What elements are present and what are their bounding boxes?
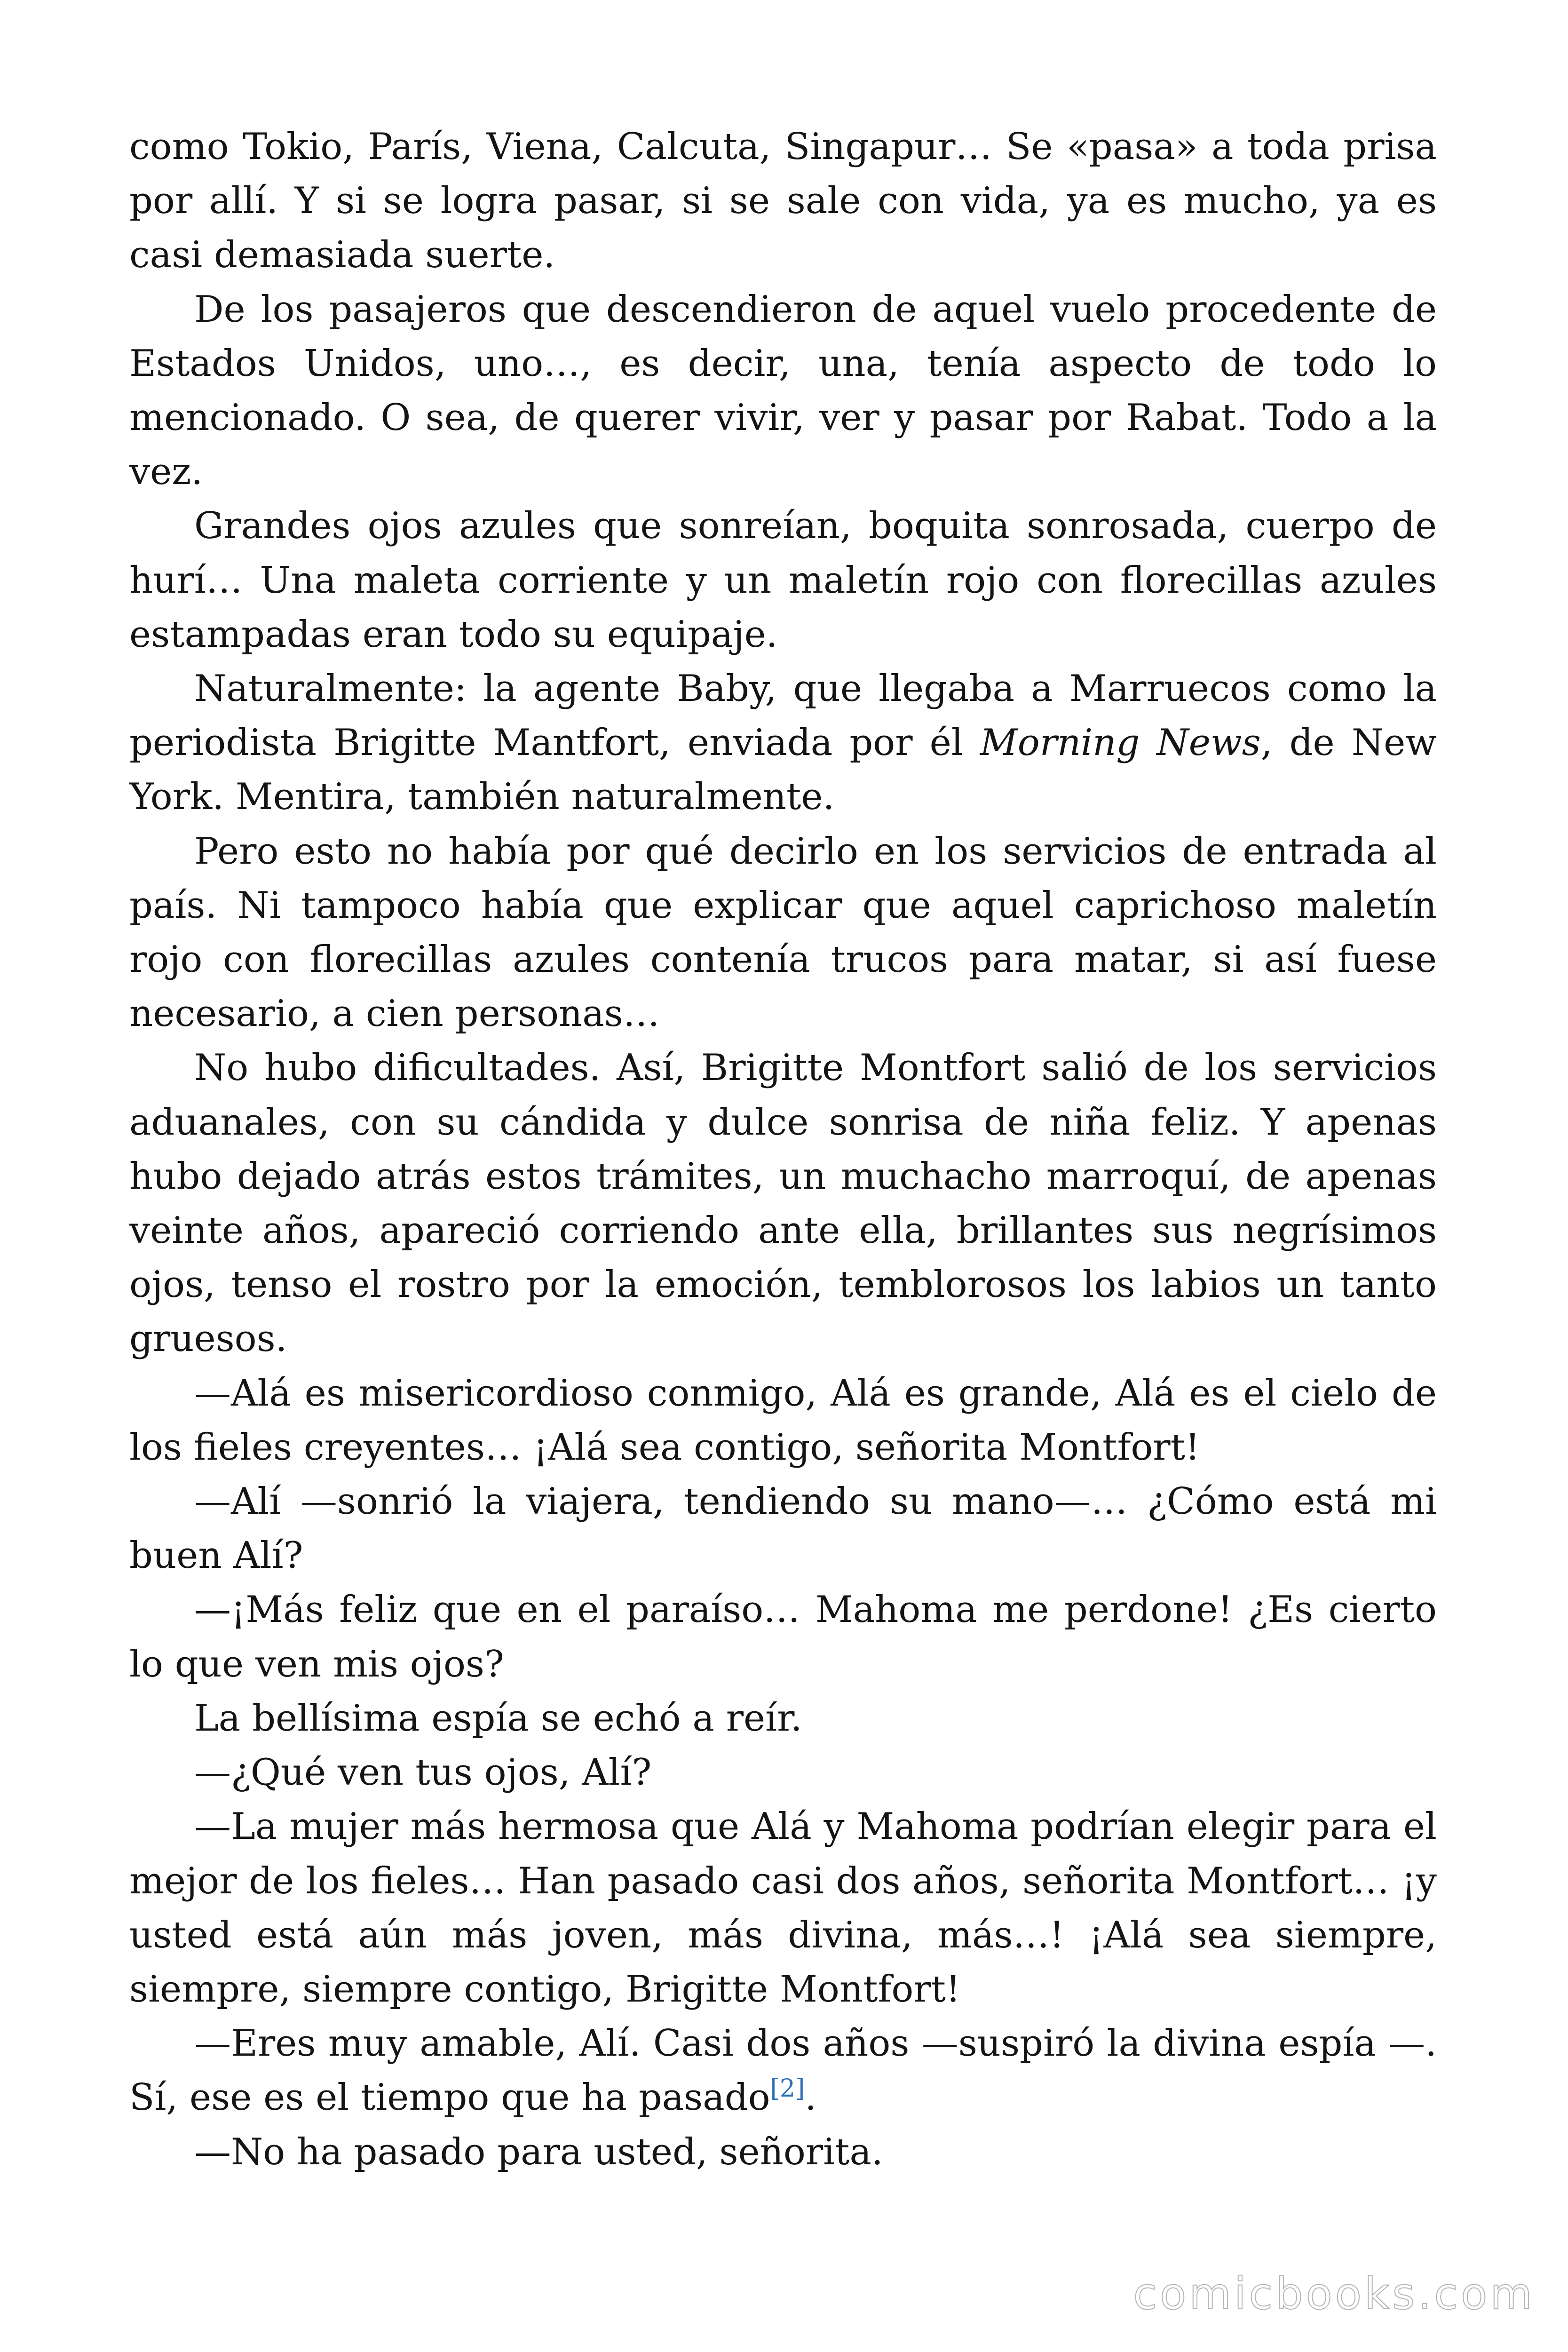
newspaper-title: Morning News [980, 722, 1261, 764]
paragraph-4-start: Naturalmente: la agente Baby, que llegaba a Marruecos como la periodista Brigitte Mantfort, enviada por él [129, 667, 1437, 764]
paragraph-5: Pero esto no había por qué decirlo en los servicios de entrada al país. Ni tampoco había que explicar que aquel caprichoso maletín rojo con florecillas azules contenía trucos para matar, si así fuese necesario, a cien personas… [129, 830, 1437, 1035]
paragraph-13 [129, 2017, 1437, 2125]
footnote-link[interactable]: [2] [770, 2074, 805, 2103]
paragraph-3: Grandes ojos azules que sonreían, boquita sonrosada, cuerpo de hurí… Una maleta corriente y un maletín rojo con florecillas azules estampadas eran todo su equipaje. [129, 505, 1437, 656]
paragraph-8: —Alí —sonrió la viajera, tendiendo su mano—… ¿Cómo está mi buen Alí? [129, 1480, 1437, 1577]
watermark: comicbooks.com [1133, 2269, 1535, 2319]
paragraph-1: como Tokio, París, Viena, Calcuta, Singapur… Se «pasa» a toda prisa por allí. Y si se logra pasar, si se sale con vida, ya es mucho, ya es casi demasiada suerte. [129, 126, 1437, 277]
paragraph-9: —¡Más feliz que en el paraíso… Mahoma me perdone! ¿Es cierto lo que ven mis ojos? [129, 1589, 1437, 1685]
paragraph-4-end: , de New York. Mentira, también naturalmente. [129, 722, 1437, 818]
paragraph-6: No hubo dificultades. Así, Brigitte Montfort salió de los servicios aduanales, con su cándida y dulce sonrisa de niña feliz. Y apenas hubo dejado atrás estos trámites, un muchacho marroquí, de apenas veinte años, apareció corriendo ante ella, brillantes sus negrísimos ojos, tenso el rostro por la emoción, temblorosos los labios un tanto gruesos. [129, 1047, 1437, 1360]
paragraph-7: —Alá es misericordioso conmigo, Alá es grande, Alá es el cielo de los fieles creyentes… ¡Alá sea contigo, señorita Montfort! [129, 1372, 1437, 1469]
paragraph-13-end: . [805, 2076, 817, 2119]
paragraph-12: —La mujer más hermosa que Alá y Mahoma podrían elegir para el mejor de los fieles… Han pasado casi dos años, señorita Montfort… ¡y usted está aún más joven, más divina, más…! ¡Alá sea siempre, siempre, siempre contigo, Brigitte Montfort! [129, 1805, 1437, 2010]
paragraph-14: —No ha pasado para usted, señorita. [194, 2130, 883, 2173]
body-text [129, 120, 1437, 2179]
paragraph-11: —¿Qué ven tus ojos, Alí? [194, 1751, 652, 1794]
paragraph-4 [129, 662, 1437, 825]
paragraph-2: De los pasajeros que descendieron de aquel vuelo procedente de Estados Unidos, uno…, es decir, una, tenía aspecto de todo lo mencionado. O sea, de querer vivir, ver y pasar por Rabat. Todo a la vez. [129, 288, 1437, 493]
paragraph-13-start: —Eres muy amable, Alí. Casi dos años —suspiró la divina espía —. Sí, ese es el tiempo que ha pasado [129, 2022, 1437, 2119]
paragraph-10: La bellísima espía se echó a reír. [194, 1697, 802, 1740]
